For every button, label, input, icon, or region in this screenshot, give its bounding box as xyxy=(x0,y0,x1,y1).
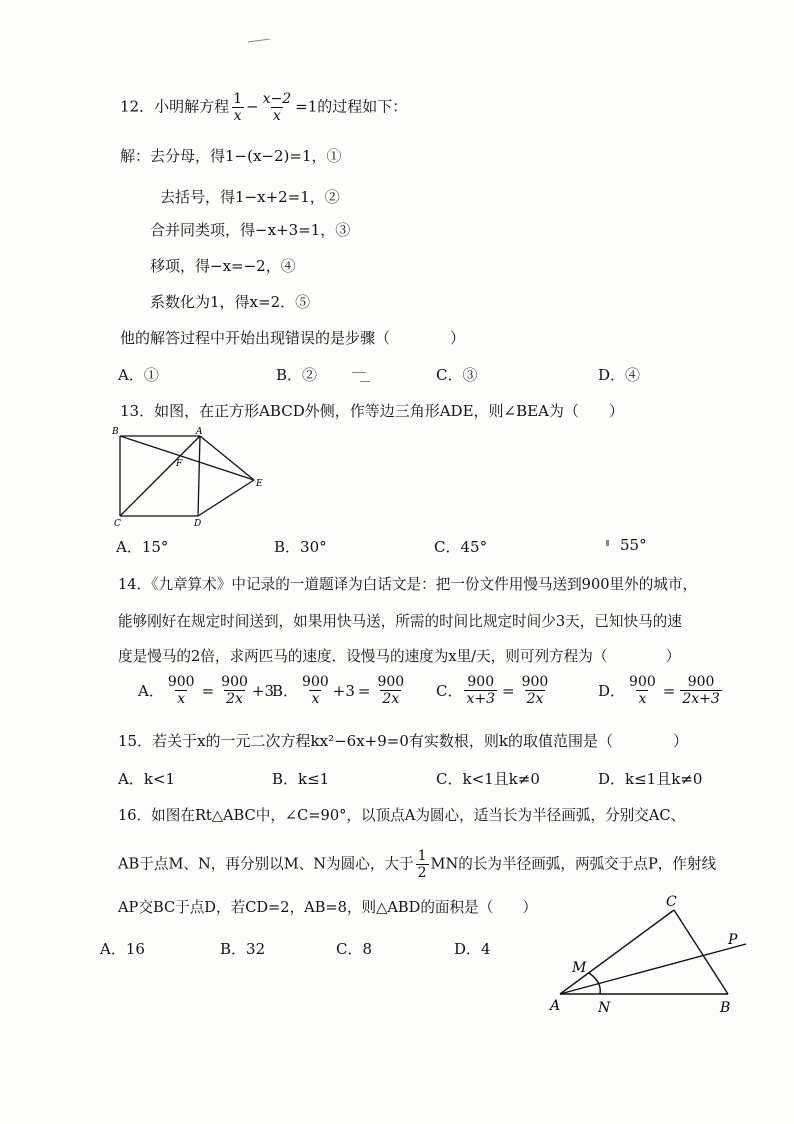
q12-prefix: 12．小明解方程 xyxy=(120,97,230,116)
q14-c-l-den: x+3 xyxy=(466,691,496,707)
q13-edge-ae xyxy=(200,436,254,480)
q14-option-c-label: C． xyxy=(436,682,463,700)
q12-frac1-den: x xyxy=(233,108,242,124)
scan-mark xyxy=(360,381,370,382)
q15-option-b[interactable]: B．k≤1 xyxy=(272,770,330,788)
q16-label-a: A xyxy=(550,998,561,1014)
q14-line2: 能够刚好在规定时间送到，如果用快马送，所需的时间比规定时间少3天，已知快马的速 xyxy=(118,613,682,630)
q13-edge-ca xyxy=(120,436,200,516)
q12-frac1 xyxy=(231,91,244,124)
q14-b-r-den: 2x xyxy=(382,691,400,707)
q13-label-e: E xyxy=(256,479,263,489)
q13-option-b[interactable]: B．30° xyxy=(274,538,327,556)
q13-edge-be xyxy=(120,436,254,480)
q12-minus: − xyxy=(246,97,259,116)
q14-b-l-den: x xyxy=(311,691,320,707)
q12-option-c[interactable]: C．③ xyxy=(436,366,478,384)
q12-question: 他的解答过程中开始出现错误的是步骤（ ） xyxy=(120,329,466,347)
q12-solution-step5: 系数化为1，得x=2．⑤ xyxy=(150,293,311,311)
q12-solution-step4: 移项，得−x=−2，④ xyxy=(150,257,296,275)
q16-label-m: M xyxy=(572,960,587,976)
q15-stem: 15．若关于x的一元二次方程kx²−6x+9=0有实数根，则k的取值范围是（ ） xyxy=(118,732,688,750)
q13-option-a[interactable]: A．15° xyxy=(116,538,169,556)
q16-half-num: 1 xyxy=(417,848,427,864)
q13-label-d: D xyxy=(194,519,202,528)
q16-label-c: C xyxy=(666,894,677,910)
q15-option-a[interactable]: A．k<1 xyxy=(118,770,176,788)
q14-option-a-label: A． xyxy=(138,682,164,700)
q14-c-l-num: 900 xyxy=(467,674,495,690)
q13-stem: 13．如图，在正方形ABCD外侧，作等边三角形ADE，则∠BEA为（ ） xyxy=(120,402,624,420)
q16-figure xyxy=(540,892,760,1022)
q16-option-b[interactable]: B．32 xyxy=(220,940,266,958)
q16-edge-ac xyxy=(560,910,674,994)
q15-option-c[interactable]: C．k<1且k≠0 xyxy=(436,770,540,788)
q15-option-d[interactable]: D．k≤1且k≠0 xyxy=(598,770,703,788)
q12-solution-step1: 解：去分母，得1−(x−2)=1，① xyxy=(120,147,342,165)
q12-solution-step2: 去括号，得1−x+2=1，② xyxy=(160,188,340,206)
q13-figure xyxy=(108,424,268,528)
q12-option-d[interactable]: D．④ xyxy=(598,366,641,384)
scan-mark xyxy=(606,540,609,546)
q16-option-a[interactable]: A．16 xyxy=(100,940,145,958)
q14-c-right-frac xyxy=(520,674,551,707)
q14-c-eq: = xyxy=(502,681,515,700)
q14-line1: 14．《九章算术》中记录的一道题译为白话文是：把一份文件用慢马送到900里外的城市， xyxy=(118,576,698,593)
q14-option-d[interactable] xyxy=(598,674,724,707)
q16-label-b: B xyxy=(720,1000,731,1016)
q13-label-b: B xyxy=(112,427,119,437)
q12-option-b[interactable]: B．② xyxy=(276,366,318,384)
q13-edge-de xyxy=(198,480,254,516)
q14-line3: 度是慢马的2倍，求两匹马的速度．设慢马的速度为x里/天，则可列方程为（ ） xyxy=(118,648,681,665)
q14-b-left-frac xyxy=(300,674,331,707)
q14-option-a[interactable] xyxy=(138,674,274,707)
q13-label-f: F xyxy=(176,459,183,469)
q12-solution-step3: 合并同类项，得−x+3=1，③ xyxy=(150,221,351,239)
q12-option-a[interactable]: A．① xyxy=(118,366,159,384)
q14-a-left-frac xyxy=(166,674,197,707)
q14-a-r-den: 2x xyxy=(226,691,243,707)
q14-option-b[interactable] xyxy=(272,674,408,707)
q14-a-tail: +3 xyxy=(251,681,275,700)
q13-label-c: C xyxy=(114,519,121,528)
q12-suffix: =1的过程如下： xyxy=(295,97,408,116)
q16-option-d[interactable]: D．4 xyxy=(454,940,491,958)
q13-option-d[interactable]: 55° xyxy=(620,536,647,554)
q14-d-r-den: 2x+3 xyxy=(682,691,720,707)
q14-b-r-num: 900 xyxy=(377,674,405,690)
q14-option-c[interactable] xyxy=(436,674,552,707)
q14-a-right-frac xyxy=(219,674,250,707)
q16-line3: AP交BC于点D，若CD=2，AB=8，则△ABD的面积是（ ） xyxy=(118,899,538,916)
q14-d-l-num: 900 xyxy=(629,674,656,690)
q16-line2-pre: AB于点M、N，再分别以M、N为圆心，大于 xyxy=(118,855,414,873)
q13-option-c[interactable]: C．45° xyxy=(434,538,488,556)
q12-frac1-num: 1 xyxy=(233,91,243,107)
q14-b-right-frac xyxy=(375,674,406,707)
q14-a-eq: = xyxy=(201,681,215,700)
q12-frac2-num: x−2 xyxy=(262,91,292,107)
q16-line1: 16．如图在Rt△ABC中，∠C=90°，以顶点A为圆心，适当长为半径画弧，分别交AC、 xyxy=(118,807,686,824)
q16-line2-post: MN的长为半径画弧，两弧交于点P，作射线 xyxy=(430,855,717,873)
q16-arc-mn xyxy=(589,973,600,994)
q14-b-eq: = xyxy=(357,681,371,700)
q16-label-n: N xyxy=(598,1000,611,1016)
q16-edge-cb xyxy=(674,910,728,994)
q14-c-r-num: 900 xyxy=(521,674,549,690)
q12-frac2 xyxy=(261,91,294,124)
q14-b-l-num: 900 xyxy=(302,674,329,690)
q16-half-den: 2 xyxy=(417,865,427,881)
q13-edge-ad xyxy=(198,436,200,516)
q14-a-r-num: 900 xyxy=(221,674,248,690)
q16-line2 xyxy=(118,848,716,881)
q14-a-l-num: 900 xyxy=(167,674,195,690)
q14-a-l-den: x xyxy=(177,691,186,707)
q14-d-eq: = xyxy=(662,681,676,700)
q14-d-l-den: x xyxy=(638,691,647,707)
q14-c-left-frac xyxy=(464,674,497,707)
q14-d-right-frac xyxy=(680,674,721,707)
q14-b-mid: +3 xyxy=(332,681,355,700)
q14-d-left-frac xyxy=(627,674,658,707)
scan-mark xyxy=(352,372,366,373)
q12-frac2-den: x xyxy=(272,108,281,124)
q14-option-d-label: D． xyxy=(598,682,626,700)
q16-option-c[interactable]: C．8 xyxy=(336,940,373,958)
q14-c-r-den: 2x xyxy=(526,691,544,707)
q14-option-b-label: B． xyxy=(272,682,299,700)
q14-d-r-num: 900 xyxy=(687,674,715,690)
q16-label-p: P xyxy=(728,932,738,948)
q12-stem xyxy=(120,91,407,124)
scan-mark xyxy=(248,38,270,42)
q16-ray-ap xyxy=(560,944,746,994)
q16-half-frac xyxy=(416,848,429,881)
q13-label-a: A xyxy=(196,427,203,437)
